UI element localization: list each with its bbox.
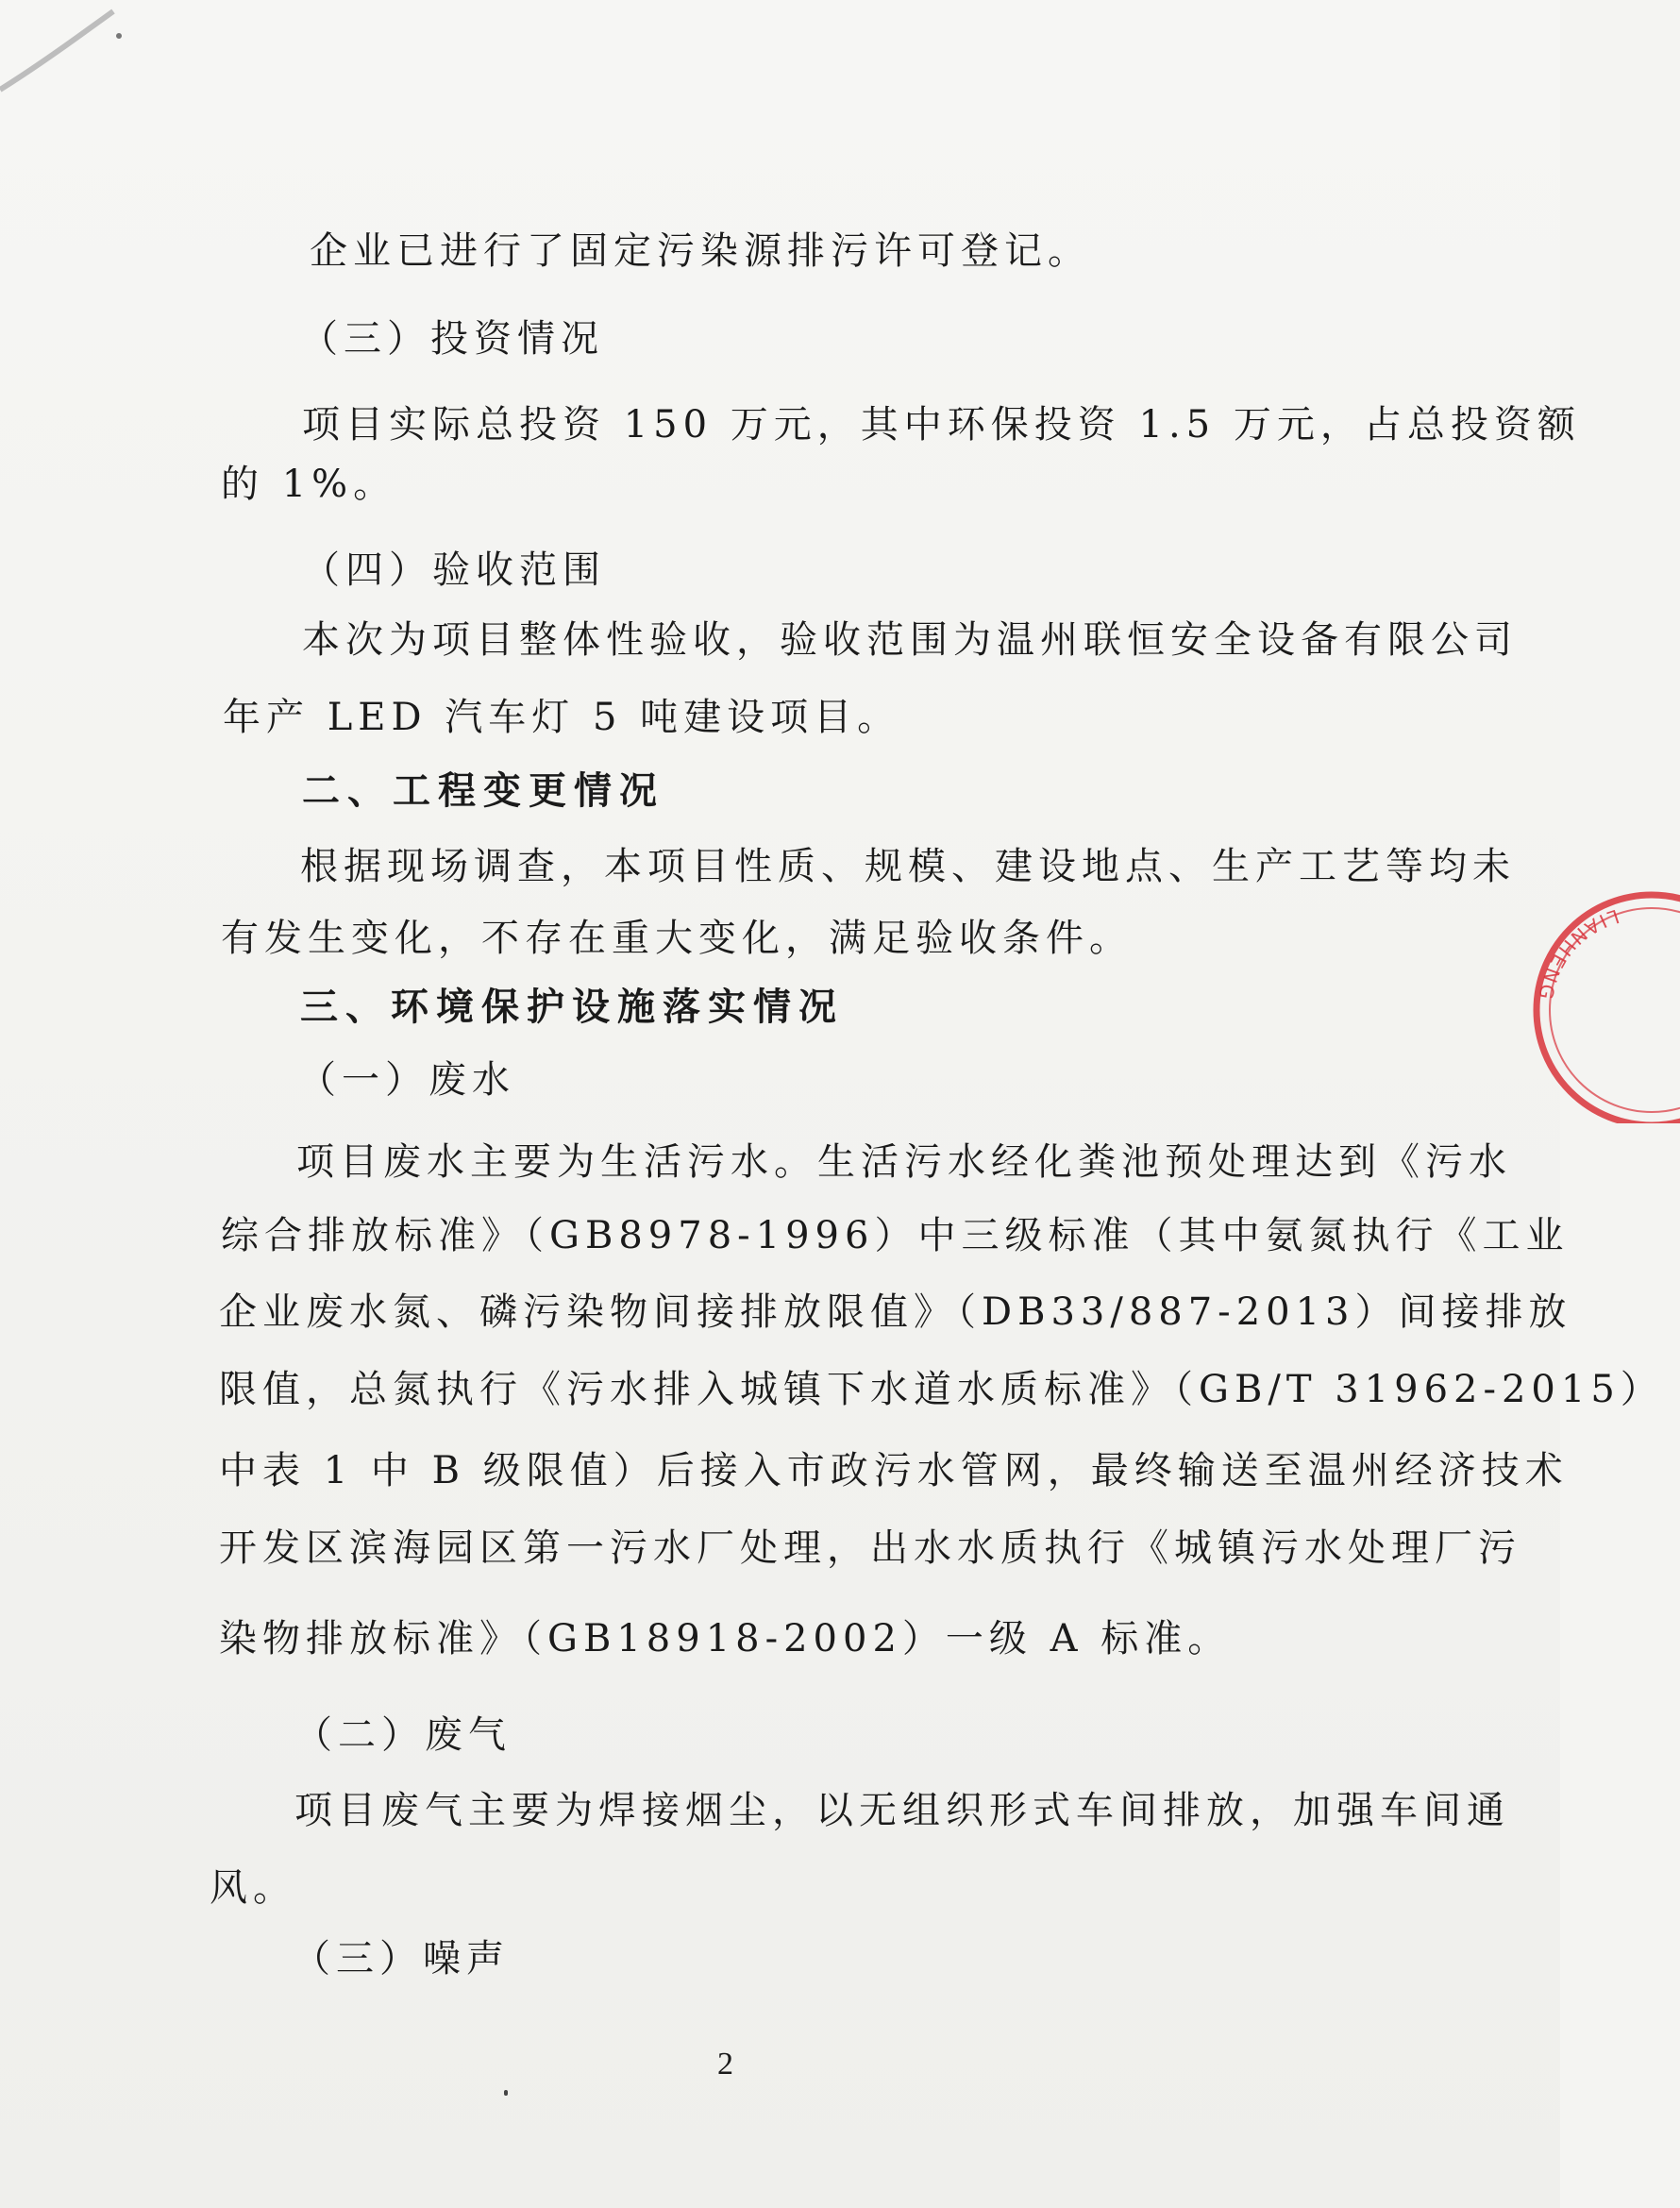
seal-text: LIANHENG (1534, 904, 1622, 1005)
text-line: 有发生变化，不存在重大变化，满足验收条件。 (221, 917, 1133, 960)
text-line: 本次为项目整体性验收，验收范围为温州联恒安全设备有限公司 (302, 618, 1518, 662)
text-line: 企业废水氮、磷污染物间接排放限值》（DB33/887-2013）间接排放 (219, 1290, 1572, 1334)
section-heading-changes: 二、工程变更情况 (302, 769, 664, 813)
text-line: 项目实际总投资 150 万元，其中环保投资 1.5 万元，占总投资额 (302, 403, 1581, 447)
page-number: 2 (717, 2047, 733, 2082)
section-heading-facilities: 三、环境保护设施落实情况 (300, 986, 844, 1029)
text-line: 年产 LED 汽车灯 5 吨建设项目。 (223, 696, 901, 739)
text-line: 项目废气主要为焊接烟尘，以无组织形式车间排放，加强车间通 (294, 1789, 1510, 1832)
subheading-scope: （四）验收范围 (302, 548, 606, 592)
text-line: 风。 (210, 1866, 296, 1910)
subheading-wastewater: （一）废水 (298, 1058, 515, 1102)
text-line: 企业已进行了固定污染源排污许可登记。 (310, 229, 1091, 273)
text-line: 限值，总氮执行《污水排入城镇下水道水质标准》（GB/T 31962-2015） (219, 1368, 1664, 1411)
text-line: 开发区滨海园区第一污水厂处理，出水水质执行《城镇污水处理厂污 (219, 1526, 1521, 1570)
text-line: 项目废水主要为生活污水。生活污水经化粪池预处理达到《污水 (296, 1140, 1512, 1184)
subheading-investment: （三）投资情况 (300, 317, 604, 361)
text-line: 中表 1 中 B 级限值）后接入市政污水管网，最终输送至温州经济技术 (219, 1449, 1569, 1492)
company-seal (1510, 878, 1680, 1123)
subheading-exhaust: （二）废气 (294, 1713, 512, 1757)
text-line: 根据现场调查，本项目性质、规模、建设地点、生产工艺等均未 (300, 845, 1516, 888)
subheading-noise: （三）噪声 (293, 1937, 510, 1980)
text-line: 的 1%。 (221, 463, 397, 506)
scan-artifact (0, 0, 151, 113)
scan-speck (504, 2090, 508, 2096)
text-line: 综合排放标准》（GB8978-1996）中三级标准（其中氨氮执行《工业 (221, 1214, 1570, 1257)
text-line: 染物排放标准》（GB18918-2002）一级 A 标准。 (219, 1617, 1232, 1660)
